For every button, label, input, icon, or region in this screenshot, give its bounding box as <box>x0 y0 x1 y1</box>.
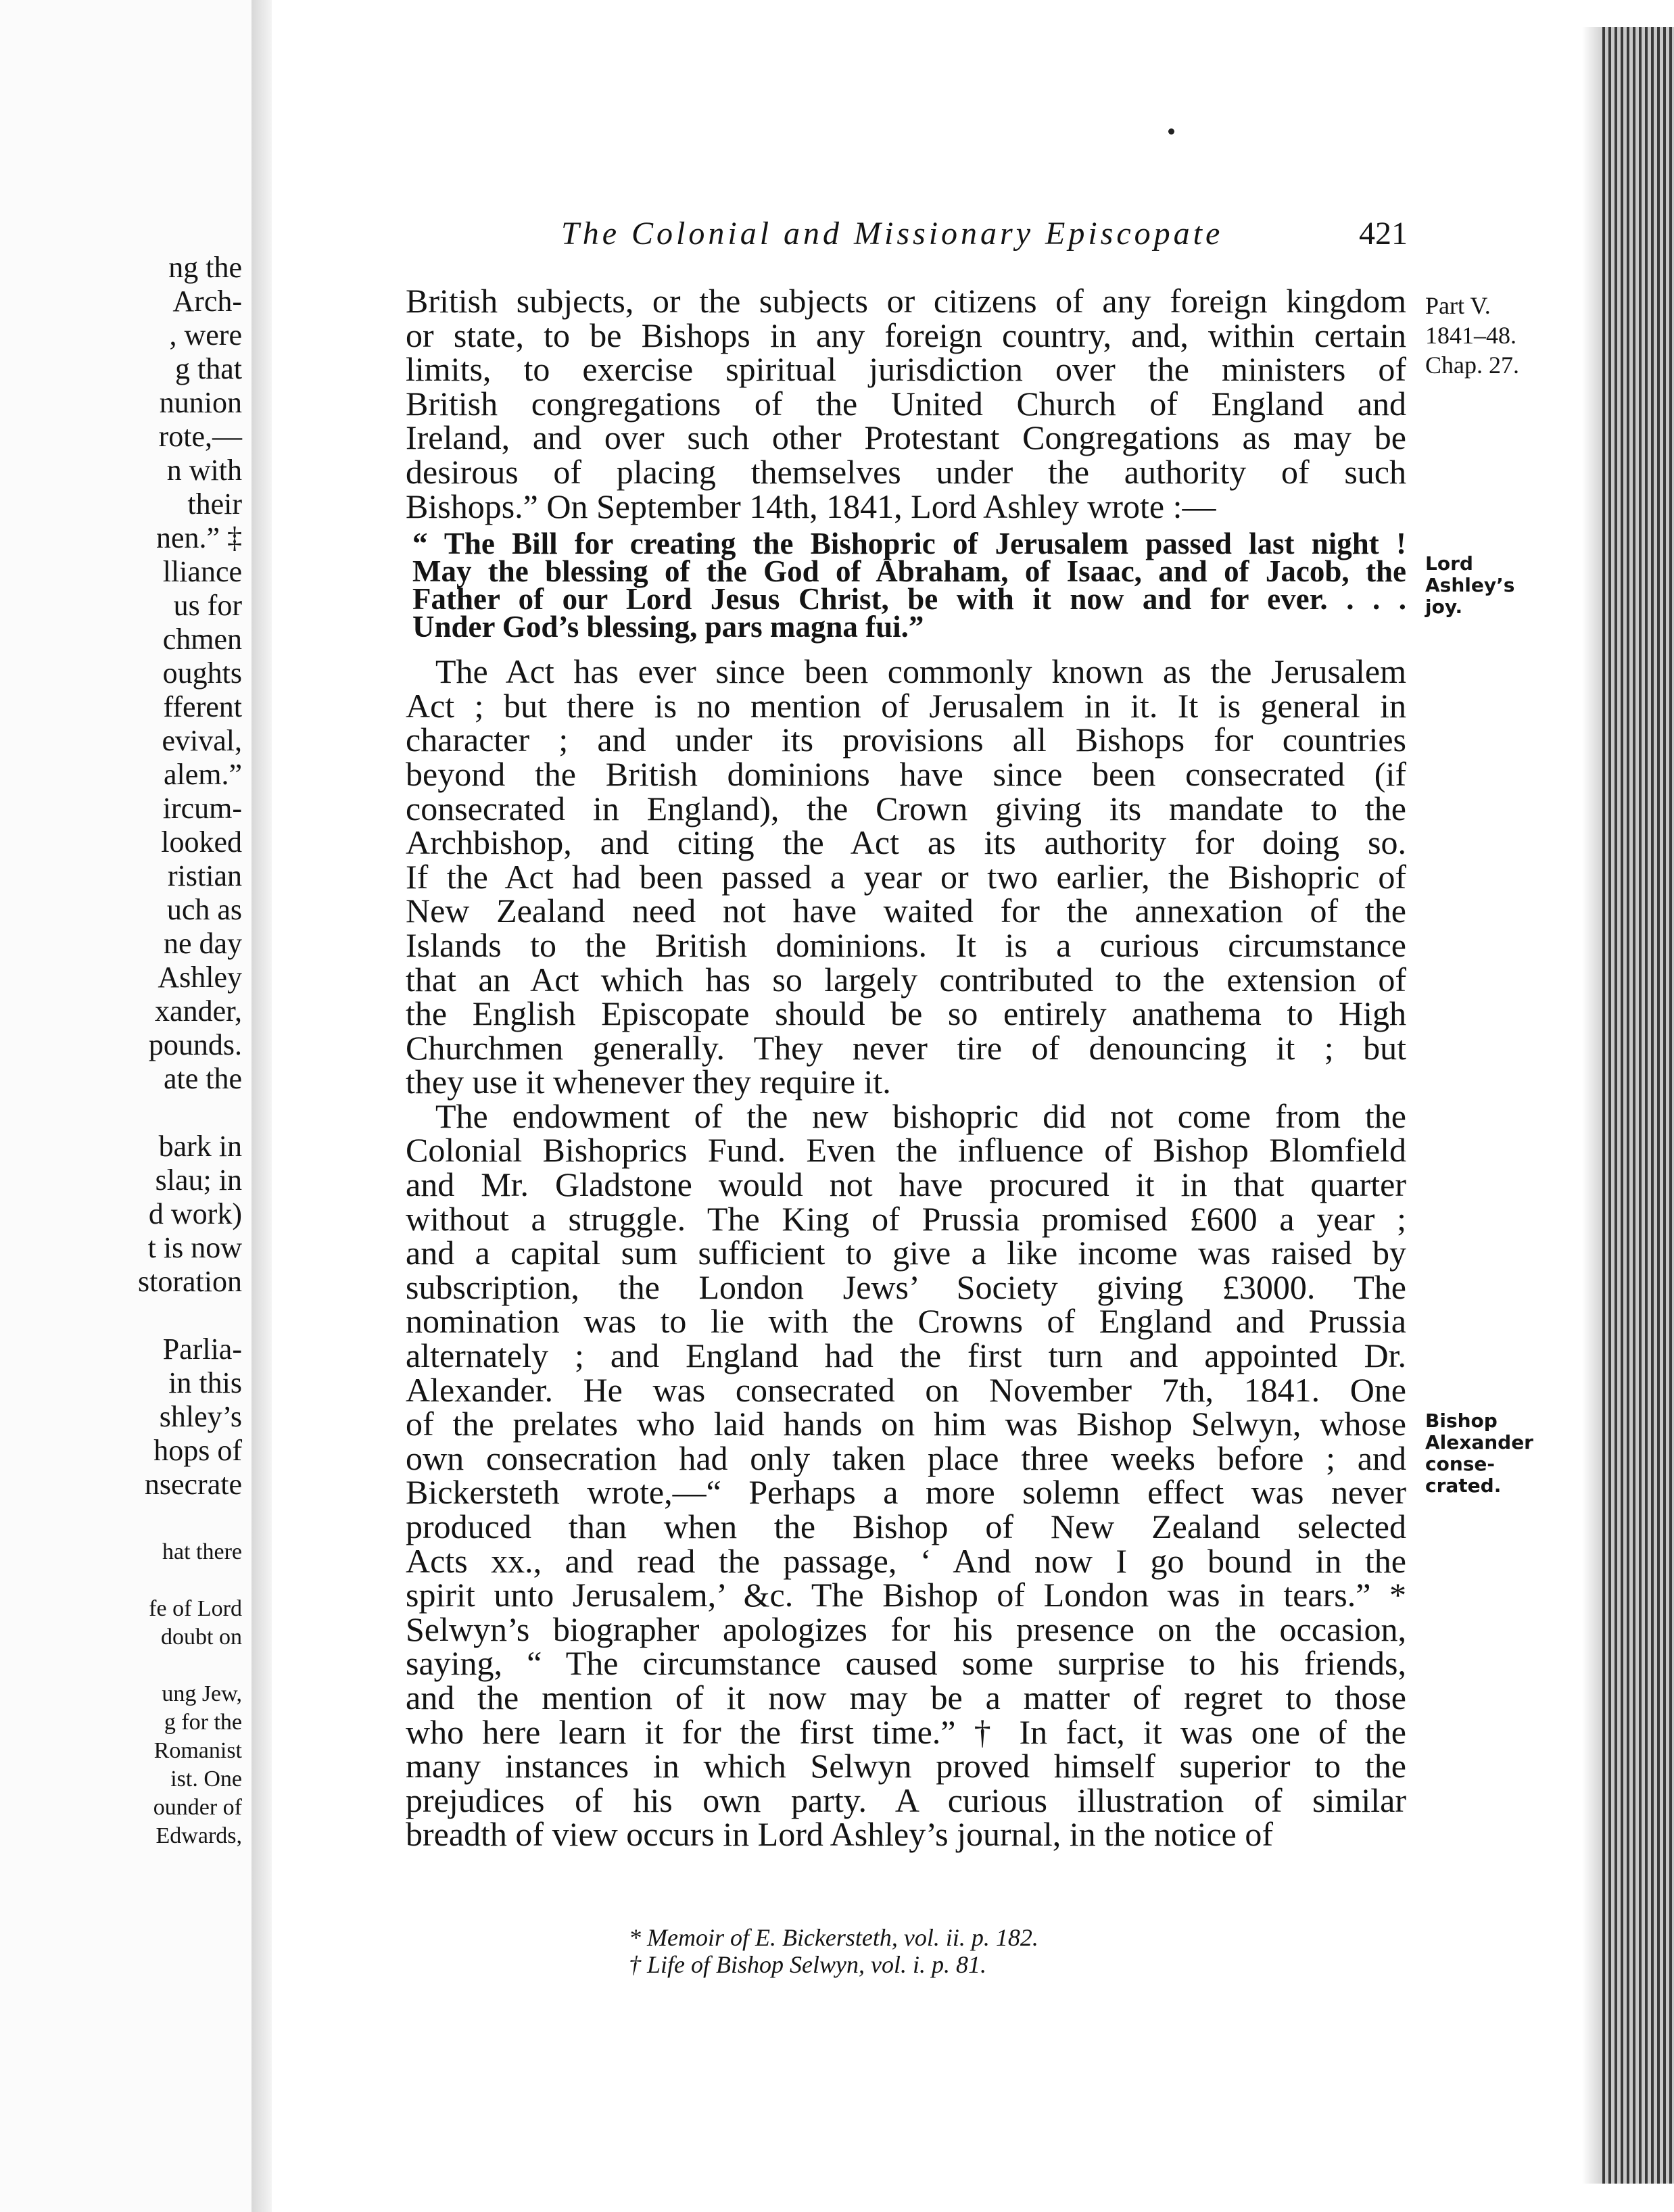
text-line: and the mention of it now may be a matter of regret to those <box>406 1678 1406 1716</box>
facing-page-line: storation <box>138 1265 242 1298</box>
text-line: “ The Bill for creating the Bishopric of Jerusalem passed last night ! <box>412 527 1406 561</box>
text-line: spirit unto Jerusalem,’ &c. The Bishop of London was in tears.” * <box>406 1576 1406 1614</box>
text-line: produced than when the Bishop of New Zealand selected <box>406 1508 1406 1545</box>
text-line: alternately ; and England had the first turn and appointed Dr. <box>406 1337 1406 1375</box>
text-line: Colonial Bishoprics Fund. Even the influence of Bishop Blomfield <box>406 1131 1406 1170</box>
running-head: The Colonial and Missionary Episcopate <box>561 216 1224 251</box>
facing-page-line: alem.” <box>163 758 242 791</box>
text-line: and a capital sum sufficient to give a like income was raised by <box>406 1234 1406 1272</box>
facing-page-line: lliance <box>162 555 242 588</box>
paragraph-1 <box>406 284 1406 523</box>
facing-page-fragment <box>0 0 252 2212</box>
text-line: If the Act had been passed a year or two earlier, the Bishopric of <box>406 857 1406 896</box>
facing-page-line: ne day <box>163 927 242 960</box>
facing-page-line: ung Jew, <box>162 1681 242 1706</box>
text-line: Alexander. He was consecrated on November 7th, 1841. One <box>406 1370 1406 1409</box>
text-line: Under God’s blessing, pars magna fui.” <box>412 610 924 644</box>
facing-page-line: evival, <box>162 724 242 757</box>
ink-speck <box>1168 128 1174 135</box>
facing-page-line: uch as <box>166 893 242 926</box>
footnote-1: * Memoir of E. Bickersteth, vol. ii. p. 182. <box>629 1924 1038 1951</box>
text-line: New Zealand need not have waited for the annexation of the <box>406 892 1406 930</box>
facing-page-line: g that <box>175 352 242 385</box>
text-line: that an Act which has so largely contributed to the extension of <box>406 960 1406 999</box>
text-line: British congregations of the United Church of England and <box>406 384 1406 423</box>
text-line: The Act has ever since been commonly known as the Jerusalem <box>435 652 1406 691</box>
text-line: Bickersteth wrote,—“ Perhaps a more solemn effect was never <box>406 1473 1406 1512</box>
text-line: desirous of placing themselves under the authority of such <box>406 452 1406 491</box>
text-line: British subjects, or the subjects or citizens of any foreign kingdom <box>406 282 1406 320</box>
facing-page-line: ng the <box>168 251 242 284</box>
facing-page-line: us for <box>173 589 242 622</box>
margin-note-ashley-joy <box>1425 553 1514 618</box>
facing-page-line: doubt on <box>161 1625 242 1650</box>
facing-page-line: chmen <box>162 623 242 656</box>
facing-page-line: n with <box>166 454 242 487</box>
text-line: Act ; but there is no mention of Jerusalem in it. It is general in <box>406 686 1406 725</box>
margin-note-part <box>1425 291 1519 380</box>
facing-page-line: their <box>187 487 242 521</box>
page-edge-stack <box>1602 27 1674 2184</box>
facing-page-line: nsecrate <box>144 1468 242 1501</box>
facing-page-line: nen.” ‡ <box>156 521 242 554</box>
text-line: subscription, the London Jews’ Society giving £3000. The <box>406 1268 1406 1306</box>
facing-page-line: Edwards, <box>156 1823 242 1848</box>
text-line: beyond the British dominions have since been consecrated (if <box>406 754 1406 793</box>
text-line: many instances in which Selwyn proved himself superior to the <box>406 1747 1406 1785</box>
text-line: own consecration had only taken place three weeks before ; and <box>406 1439 1406 1477</box>
text-line: nomination was to lie with the Crowns of England and Prussia <box>406 1302 1406 1341</box>
margin-note-line: Alexander <box>1425 1431 1533 1453</box>
paragraph-2 <box>406 654 1406 1099</box>
text-line: character ; and under its provisions all Bishops for countries <box>406 721 1406 759</box>
facing-page-line: pounds. <box>148 1028 242 1061</box>
text-line: they use it whenever they require it. <box>406 1063 891 1101</box>
book-gutter <box>252 0 272 2212</box>
facing-page-line: Parlia- <box>162 1332 242 1366</box>
text-line: Archbishop, and citing the Act as its authority for doing so. <box>406 823 1406 862</box>
facing-page-line: in this <box>168 1366 242 1399</box>
facing-page-line: hat there <box>162 1539 242 1564</box>
margin-note-line: Ashley’s <box>1425 574 1515 596</box>
text-line: Islands to the British dominions. It is a curious circumstance <box>406 925 1406 964</box>
text-line: who here learn it for the first time.” † In fact, it was one of the <box>406 1712 1406 1751</box>
facing-page-line: ate the <box>163 1062 242 1095</box>
page-number: 421 <box>1359 216 1408 251</box>
facing-page-line: shley’s <box>159 1400 242 1433</box>
margin-note-line: conse- <box>1425 1453 1496 1475</box>
facing-page-line: hops of <box>153 1434 242 1467</box>
text-line: consecrated in England), the Crown giving its mandate to the <box>406 789 1406 827</box>
facing-page-line: Ashley <box>158 961 242 994</box>
text-line: or state, to be Bishops in any foreign country, and, within certain <box>406 316 1406 354</box>
text-line: the English Episcopate should be so entirely anathema to High <box>406 994 1406 1033</box>
text-line: without a struggle. The King of Prussia promised £600 a year ; <box>406 1199 1406 1238</box>
paragraph-3 <box>406 1099 1406 1852</box>
facing-page-line: oughts <box>162 656 242 690</box>
margin-note-line: Chap. 27. <box>1425 352 1519 379</box>
page-edge-shadow <box>1582 27 1604 2184</box>
text-line: Bishops.” On September 14th, 1841, Lord Ashley wrote :— <box>406 487 1216 525</box>
text-line: limits, to exercise spiritual jurisdiction over the ministers of <box>406 350 1406 389</box>
text-line: Ireland, and over such other Protestant Congregations as may be <box>406 418 1406 457</box>
facing-page-line: slau; in <box>155 1163 242 1197</box>
footnote-2: † Life of Bishop Selwyn, vol. i. p. 81. <box>629 1951 986 1978</box>
main-text-column <box>406 284 1406 1852</box>
margin-note-bishop-consecrated <box>1425 1410 1533 1497</box>
text-line: breadth of view occurs in Lord Ashley’s journal, in the notice of <box>406 1815 1274 1854</box>
facing-page-line: ircum- <box>162 792 242 825</box>
text-line: May the blessing of the God of Abraham, of Isaac, and of Jacob, the <box>412 554 1406 589</box>
margin-note-line: crated. <box>1425 1474 1502 1497</box>
facing-page-line: g for the <box>164 1710 242 1735</box>
facing-page-line: ist. One <box>170 1766 242 1792</box>
footnotes <box>629 1924 1183 1978</box>
facing-page-line: rote,— <box>158 420 242 453</box>
text-line: Churchmen generally. They never tire of denouncing it ; but <box>406 1028 1406 1067</box>
margin-note-line: Bishop <box>1425 1410 1498 1432</box>
facing-page-line: , were <box>169 318 242 352</box>
text-line: Acts xx., and read the passage, ‘ And now I go bound in the <box>406 1541 1406 1580</box>
text-line: saying, “ The circumstance caused some surprise to his friends, <box>406 1644 1406 1683</box>
facing-page-line: ounder of <box>153 1795 242 1820</box>
facing-page-line: Arch- <box>172 285 242 318</box>
text-line: The endowment of the new bishopric did not come from the <box>435 1097 1406 1135</box>
text-line: of the prelates who laid hands on him was Bishop Selwyn, whose <box>406 1405 1406 1443</box>
text-line: prejudices of his own party. A curious illustration of similar <box>406 1781 1406 1819</box>
facing-page-line: fferent <box>163 690 242 723</box>
text-line: and Mr. Gladstone would not have procured it in that quarter <box>406 1165 1406 1204</box>
block-quote <box>406 527 1406 644</box>
margin-note-line: 1841–48. <box>1425 322 1516 349</box>
facing-page-line: Romanist <box>153 1738 242 1763</box>
facing-page-line: ristian <box>168 859 242 892</box>
text-line: Selwyn’s biographer apologizes for his presence on the occasion, <box>406 1610 1406 1648</box>
facing-page-line: t is now <box>147 1231 242 1264</box>
margin-note-line: Lord <box>1425 552 1473 575</box>
margin-note-line: joy. <box>1425 596 1463 618</box>
facing-page-line: looked <box>161 825 242 859</box>
text-line: Father of our Lord Jesus Christ, be with it now and for ever. . . . <box>412 582 1406 617</box>
facing-page-line: fe of Lord <box>149 1596 242 1621</box>
margin-note-line: Part V. <box>1425 292 1491 319</box>
facing-page-line: nunion <box>159 386 242 419</box>
facing-page-line: xander, <box>155 994 242 1028</box>
facing-page-line: bark in <box>158 1130 242 1163</box>
facing-page-line: d work) <box>148 1197 242 1230</box>
